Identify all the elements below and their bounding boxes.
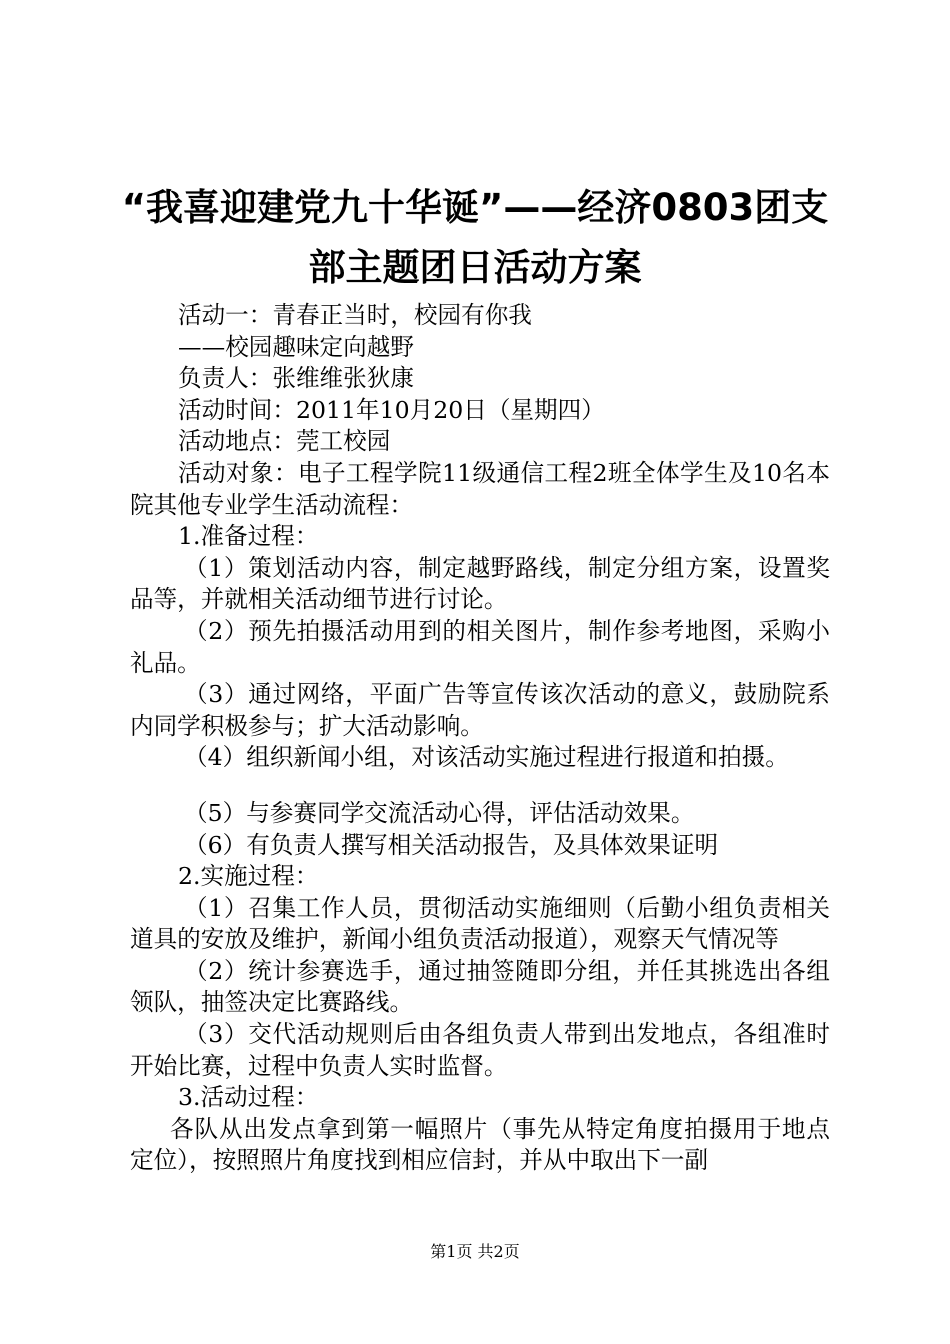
paragraph-spacer — [130, 774, 830, 798]
paragraph-prep-heading: 1.准备过程： — [178, 522, 319, 551]
document-title-line-1: “我喜迎建党九十华诞”——经济0803团支 — [121, 186, 829, 229]
paragraph-impl-heading: 2.实施过程： — [178, 862, 319, 891]
paragraph-participants: 活动对象：电子工程学院11级通信工程2班全体学生及10名本院其他专业学生活动流程： — [130, 458, 830, 519]
paragraph-location: 活动地点：莞工校园 — [178, 427, 391, 456]
paragraph-impl-1: （1）召集工作人员，贯彻活动实施细则（后勤小组负责相关道具的安放及维护，新闻小组负责活动报道），观察天气情况等 — [130, 893, 830, 954]
paragraph-prep-6: （6）有负责人撰写相关活动报告，及具体效果证明 — [184, 830, 719, 859]
paragraph-prep-2: （2）预先拍摄活动用到的相关图片，制作参考地图，采购小礼品。 — [130, 616, 830, 677]
paragraph-impl-3: （3）交代活动规则后由各组负责人带到出发地点，各组准时开始比赛，过程中负责人实时监督。 — [130, 1020, 830, 1080]
paragraph-prep-3: （3）通过网络，平面广告等宣传该次活动的意义，鼓励院系内同学积极参与；扩大活动影响。 — [130, 680, 830, 740]
paragraph-impl-2: （2）统计参赛选手，通过抽签随即分组，并任其挑选出各组领队，抽签决定比赛路线。 — [130, 956, 830, 1017]
paragraph-activity-one: 活动一：青春正当时，校园有你我 — [178, 301, 532, 329]
paragraph-prep-1: （1）策划活动内容，制定越野路线，制定分组方案，设置奖品等，并就相关活动细节进行讨论。 — [130, 553, 830, 614]
document-title-line-2: 部主题团日活动方案 — [308, 246, 642, 289]
paragraph-process-body: 各队从出发点拿到第一幅照片（事先从特定角度拍摄用于地点定位），按照照片角度找到相应信封，并从中取出下一副 — [130, 1114, 830, 1175]
paragraph-prep-4: （4）组织新闻小组，对该活动实施过程进行报道和拍摄。 — [184, 743, 789, 772]
paragraph-process-heading: 3.活动过程： — [178, 1083, 319, 1112]
paragraph-leader: 负责人：张维维张狄康 — [178, 364, 414, 393]
page-number-footer: 第1页 共2页 — [430, 1242, 520, 1261]
document-body — [130, 300, 830, 1177]
paragraph-prep-5: （5）与参赛同学交流活动心得，评估活动效果。 — [184, 798, 695, 827]
paragraph-subtitle: ——校园趣味定向越野 — [178, 332, 414, 361]
paragraph-time: 活动时间：2011年10月20日（星期四） — [178, 395, 605, 424]
